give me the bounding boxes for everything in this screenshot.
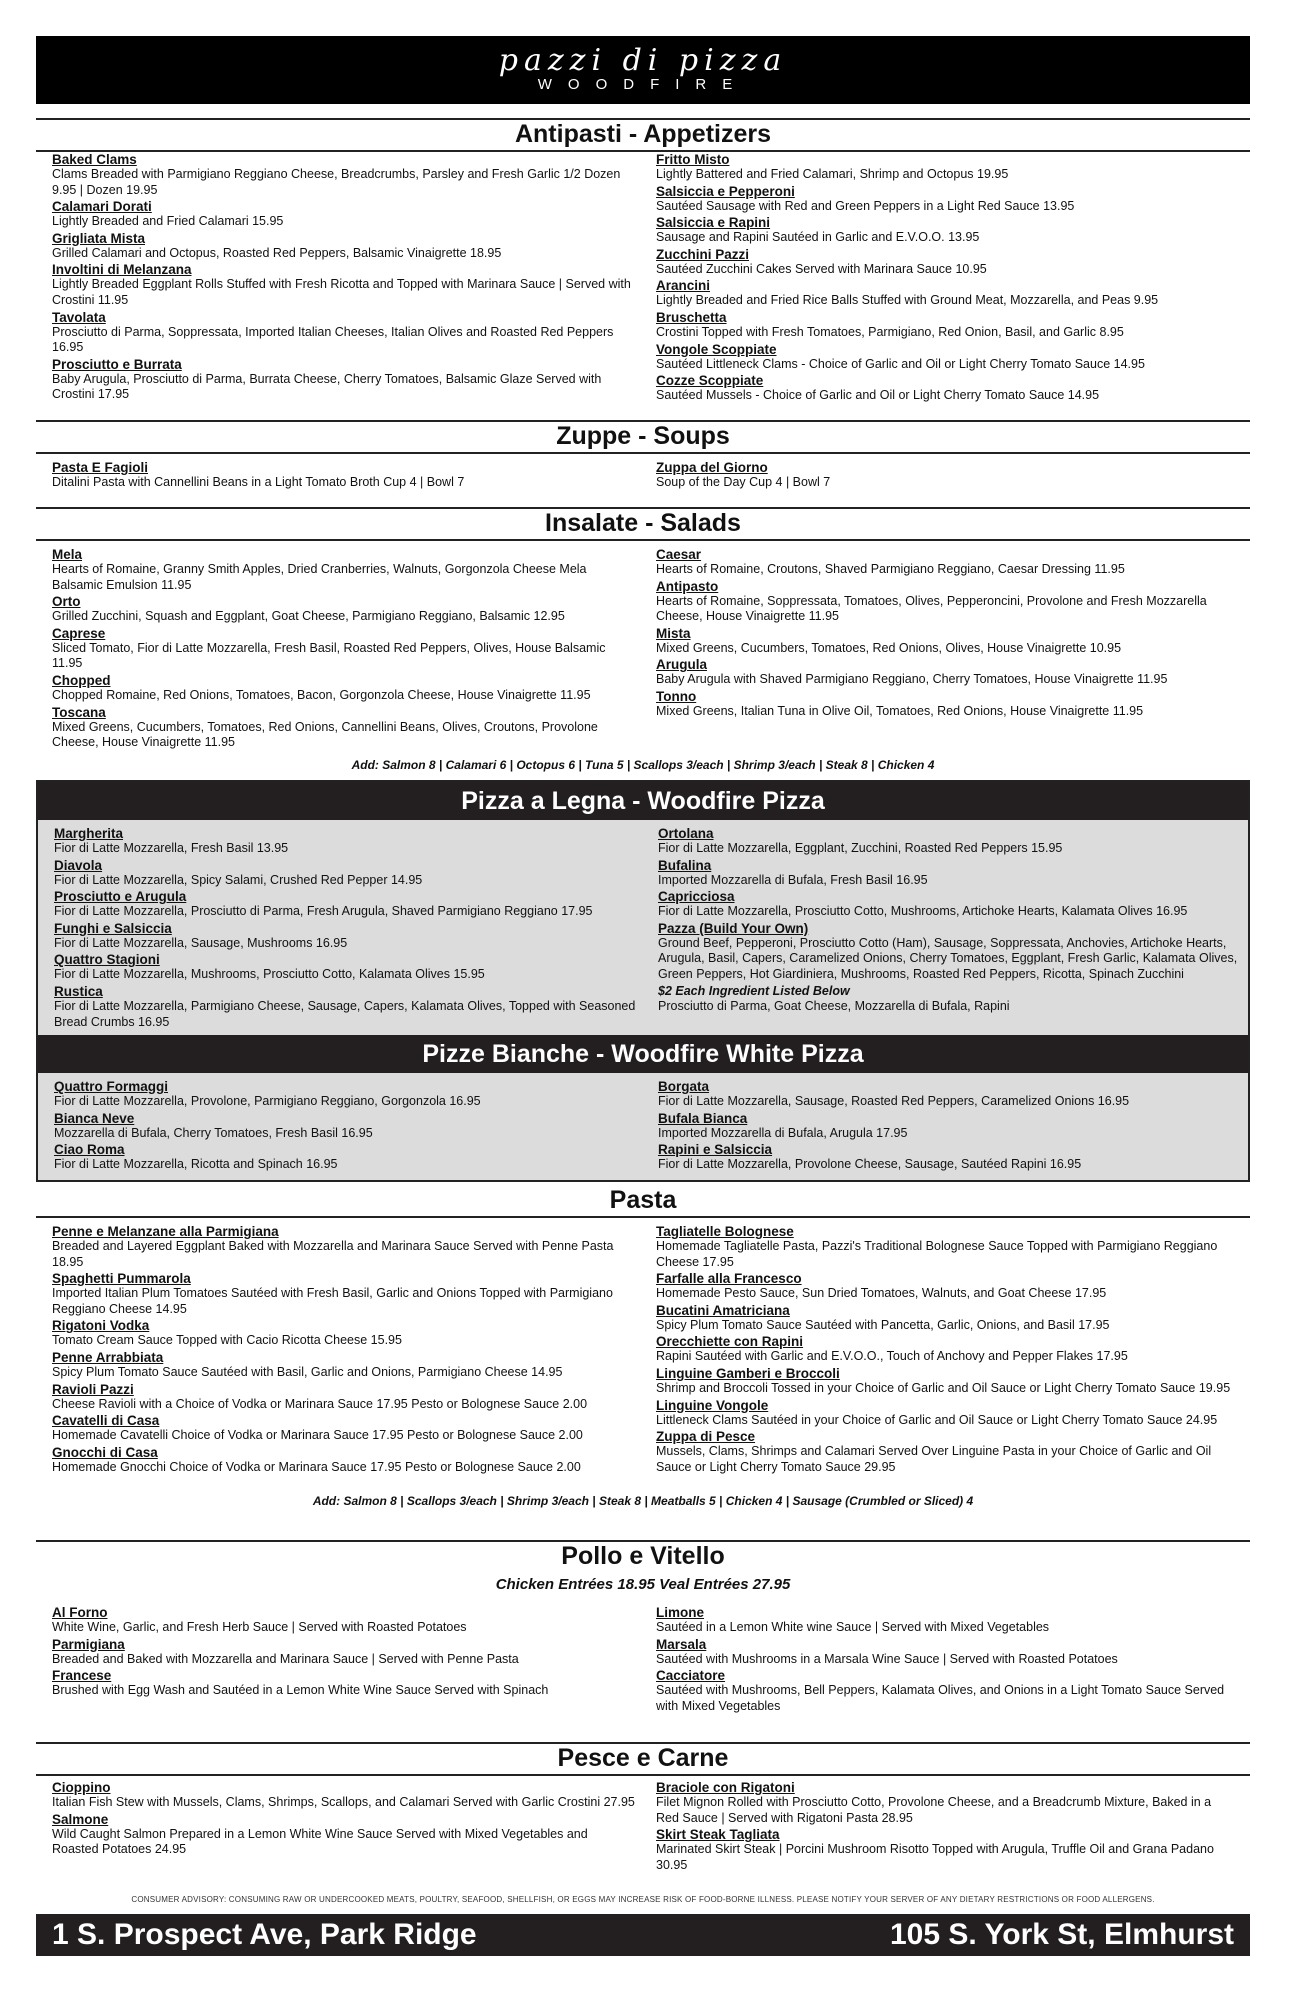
menu-item-name: Ortolana bbox=[658, 826, 714, 841]
menu-item bbox=[656, 310, 1236, 341]
footer-address-elmhurst: 105 S. York St, Elmhurst bbox=[889, 1918, 1234, 1951]
menu-item-description: Cheese Ravioli with a Choice of Vodka or Marinara Sauce 17.95 Pesto or Bolognese Sauce 2.00 bbox=[52, 1396, 588, 1411]
menu-item-description: Homemade Pesto Sauce, Sun Dried Tomatoes, Walnuts, and Goat Cheese 17.95 bbox=[656, 1286, 1107, 1301]
pollo-subhead: Chicken Entrées 18.95 Veal Entrées 27.95 bbox=[495, 1576, 791, 1593]
menu-item bbox=[656, 1366, 1236, 1397]
footer-bar bbox=[36, 1914, 1250, 1956]
menu-item bbox=[658, 826, 1238, 857]
pesce-left-column bbox=[36, 1780, 636, 1874]
menu-item bbox=[658, 889, 1238, 920]
menu-item bbox=[52, 357, 636, 403]
menu-item-description: Tomato Cream Sauce Topped with Cacio Ricotta Cheese 15.95 bbox=[52, 1333, 402, 1348]
menu-item-name: Gnocchi di Casa bbox=[52, 1444, 158, 1460]
pesce-section bbox=[36, 1742, 1250, 1874]
menu-item-description: Mixed Greens, Italian Tuna in Olive Oil, Tomatoes, Red Onions, House Vinaigrette 11.95 bbox=[656, 703, 1144, 718]
menu-item bbox=[656, 1303, 1236, 1334]
menu-item bbox=[656, 1398, 1236, 1429]
menu-item-name: Bianca Neve bbox=[54, 1110, 135, 1126]
bianche-title: Pizze Bianche - Woodfire White Pizza bbox=[38, 1035, 1248, 1073]
menu-item-description: Mussels, Clams, Shrimps and Calamari Served Over Linguine Pasta in your Choice of Garlic and Oil Sauce or Light Cherry Tomato Sauce 29.95 bbox=[656, 1444, 1212, 1474]
menu-item bbox=[52, 705, 636, 751]
menu-item-description: Sautéed Sausage with Red and Green Peppers in a Light Red Sauce 13.95 bbox=[656, 198, 1075, 213]
menu-item-name: Grigliata Mista bbox=[52, 230, 146, 246]
menu-item-name: Bucatini Amatriciana bbox=[656, 1302, 790, 1318]
menu-item-description: Mozzarella di Bufala, Cherry Tomatoes, Fresh Basil 16.95 bbox=[54, 1125, 373, 1140]
menu-item bbox=[656, 184, 1236, 215]
menu-item-name: Orecchiette con Rapini bbox=[656, 1334, 804, 1350]
pizza-extra-note: $2 Each Ingredient Listed Below bbox=[658, 983, 850, 998]
menu-item bbox=[54, 826, 638, 857]
menu-item-description: Fior di Latte Mozzarella, Provolone, Parmigiano Reggiano, Gorgonzola 16.95 bbox=[54, 1094, 481, 1109]
menu-item-name: Cacciatore bbox=[656, 1668, 726, 1684]
insalate-right-column bbox=[636, 547, 1236, 752]
menu-item bbox=[656, 657, 1236, 688]
zuppe-right-column bbox=[636, 460, 1236, 492]
menu-item bbox=[52, 1318, 636, 1349]
menu-item-name: Limone bbox=[656, 1605, 705, 1620]
menu-item bbox=[54, 858, 638, 889]
brand-banner bbox=[36, 36, 1250, 104]
antipasti-section bbox=[36, 118, 1250, 405]
menu-item-description: Chopped Romaine, Red Onions, Tomatoes, Bacon, Gorgonzola Cheese, House Vinaigrette 11.95 bbox=[52, 687, 591, 702]
menu-item-description: Baby Arugula with Shaved Parmigiano Reggiano, Cherry Tomatoes, House Vinaigrette 11.95 bbox=[656, 672, 1168, 687]
menu-item-name: Antipasto bbox=[656, 578, 719, 594]
menu-item-description: Spicy Plum Tomato Sauce Sautéed with Pancetta, Garlic, Onions, and Basil 17.95 bbox=[656, 1317, 1110, 1332]
antipasti-left-column bbox=[36, 152, 636, 405]
menu-item-description: Wild Caught Salmon Prepared in a Lemon White Wine Sauce Served with Mixed Vegetables and Roasted Potatoes 24.95 bbox=[52, 1826, 588, 1857]
menu-item-description: Imported Mozzarella di Bufala, Fresh Basil 16.95 bbox=[658, 872, 928, 887]
menu-item bbox=[656, 547, 1236, 578]
menu-item bbox=[656, 215, 1236, 246]
menu-item-description: Spicy Plum Tomato Sauce Sautéed with Basil, Garlic and Onions, Parmigiano Cheese 14.95 bbox=[52, 1364, 563, 1379]
menu-item-description: Ground Beef, Pepperoni, Prosciutto Cotto (Ham), Sausage, Soppressata, Anchovies, Artichoke Hearts, Arugula, Basil, Capers, Caramelized Onions, Cherry Tomatoes, Eggplant, Fresh Garlic, Kalamata Olives, Green Peppers, Hot Giardiniera, Mushrooms, Roasted Red Peppers, Ricotta, Spinach Zucchini bbox=[658, 935, 1238, 981]
menu-item bbox=[656, 579, 1236, 625]
menu-item bbox=[656, 1780, 1236, 1826]
menu-item bbox=[658, 1142, 1238, 1173]
menu-item bbox=[656, 1334, 1236, 1365]
menu-item-description: Sautéed with Mushrooms, Bell Peppers, Kalamata Olives, and Onions in a Light Tomato Sauce Served with Mixed Vegetables bbox=[656, 1683, 1225, 1713]
menu-item bbox=[52, 547, 636, 593]
menu-item bbox=[658, 1079, 1238, 1110]
pizza-right-column bbox=[638, 826, 1238, 1031]
menu-item-description: Sautéed in a Lemon White wine Sauce | Served with Mixed Vegetables bbox=[656, 1620, 1050, 1634]
menu-item-name: Zucchini Pazzi bbox=[656, 246, 750, 262]
pizza-right-items bbox=[658, 826, 1238, 983]
menu-item-description: Fior di Latte Mozzarella, Eggplant, Zucchini, Roasted Red Peppers 15.95 bbox=[658, 841, 1063, 855]
menu-item bbox=[54, 889, 638, 920]
menu-item bbox=[52, 1224, 636, 1270]
menu-item-description: Fior di Latte Mozzarella, Spicy Salami, Crushed Red Pepper 14.95 bbox=[54, 872, 423, 887]
insalate-title: Insalate - Salads bbox=[36, 507, 1250, 541]
menu-item-description: White Wine, Garlic, and Fresh Herb Sauce | Served with Roasted Potatoes bbox=[52, 1620, 467, 1634]
bianche-left-column bbox=[38, 1079, 638, 1174]
menu-item-name: Cozze Scoppiate bbox=[656, 373, 764, 389]
menu-item bbox=[52, 231, 636, 262]
menu-item-description: Rapini Sautéed with Garlic and E.V.O.O., Touch of Anchovy and Pepper Flakes 17.95 bbox=[656, 1349, 1128, 1364]
menu-item-name: Tagliatelle Bolognese bbox=[656, 1224, 794, 1239]
menu-item bbox=[52, 1637, 636, 1668]
menu-item-name: Bufalina bbox=[658, 857, 712, 873]
zuppe-section bbox=[36, 420, 1250, 492]
menu-item bbox=[54, 1142, 638, 1173]
menu-item-name: Salsiccia e Rapini bbox=[656, 215, 771, 231]
menu-item-name: Quattro Stagioni bbox=[54, 952, 160, 968]
menu-item bbox=[52, 1668, 636, 1699]
menu-item-description: Fior di Latte Mozzarella, Sausage, Roasted Red Peppers, Caramelized Onions 16.95 bbox=[658, 1094, 1130, 1109]
menu-item-name: Pazza (Build Your Own) bbox=[658, 920, 809, 936]
menu-item bbox=[656, 373, 1236, 404]
menu-item-name: Salmone bbox=[52, 1811, 109, 1827]
menu-item-name: Rigatoni Vodka bbox=[52, 1318, 150, 1334]
pasta-right-column bbox=[636, 1224, 1236, 1476]
menu-item bbox=[52, 1382, 636, 1413]
menu-item-description: Mixed Greens, Cucumbers, Tomatoes, Red Onions, Cannellini Beans, Olives, Croutons, Provolone Cheese, House Vinaigrette 11.95 bbox=[52, 719, 598, 750]
menu-item-description: Crostini Topped with Fresh Tomatoes, Parmigiano, Red Onion, Basil, and Garlic 8.95 bbox=[656, 324, 1124, 339]
insalate-left-column bbox=[36, 547, 636, 752]
menu-item bbox=[52, 199, 636, 230]
brand-logo: pazzi di pizza bbox=[498, 43, 788, 78]
menu-item bbox=[656, 152, 1236, 183]
menu-item-description: Mixed Greens, Cucumbers, Tomatoes, Red Onions, Olives, House Vinaigrette 10.95 bbox=[656, 640, 1122, 655]
menu-item-name: Pasta E Fagioli bbox=[52, 460, 149, 475]
menu-item-name: Al Forno bbox=[52, 1605, 108, 1620]
zuppe-title: Zuppe - Soups bbox=[36, 420, 1250, 454]
menu-item bbox=[658, 858, 1238, 889]
menu-item-name: Tavolata bbox=[52, 309, 106, 325]
menu-item-name: Tonno bbox=[656, 688, 697, 704]
menu-item bbox=[656, 626, 1236, 657]
menu-item-name: Orto bbox=[52, 594, 81, 610]
menu-item bbox=[656, 1605, 1236, 1636]
menu-item-description: Breaded and Layered Eggplant Baked with Mozzarella and Marinara Sauce Served with Penne Pasta 18.95 bbox=[52, 1239, 614, 1269]
menu-item-description: Imported Mozzarella di Bufala, Arugula 17.95 bbox=[658, 1125, 908, 1140]
menu-item-name: Arancini bbox=[656, 278, 711, 294]
menu-item bbox=[52, 673, 636, 704]
menu-item-name: Bufala Bianca bbox=[658, 1110, 748, 1126]
menu-item bbox=[52, 1812, 636, 1858]
menu-item-name: Fritto Misto bbox=[656, 152, 730, 167]
pesce-right-column bbox=[636, 1780, 1236, 1874]
pasta-section bbox=[36, 1186, 1250, 1508]
menu-item-name: Diavola bbox=[54, 857, 103, 873]
menu-item bbox=[52, 1413, 636, 1444]
menu-item-name: Funghi e Salsiccia bbox=[54, 920, 172, 936]
antipasti-title: Antipasti - Appetizers bbox=[36, 120, 1250, 152]
menu-item bbox=[52, 460, 636, 491]
menu-item bbox=[656, 1827, 1236, 1873]
pesce-title: Pesce e Carne bbox=[36, 1744, 1250, 1776]
menu-item-name: Linguine Gamberi e Broccoli bbox=[656, 1365, 840, 1381]
menu-item bbox=[54, 1079, 638, 1110]
menu-item bbox=[656, 1271, 1236, 1302]
menu-item-name: Bruschetta bbox=[656, 309, 727, 325]
bianche-right-column bbox=[638, 1079, 1238, 1174]
menu-item-description: Hearts of Romaine, Granny Smith Apples, Dried Cranberries, Walnuts, Gorgonzola Cheese Mela Balsamic Emulsion 11.95 bbox=[52, 562, 587, 592]
menu-item-description: Lightly Battered and Fried Calamari, Shrimp and Octopus 19.95 bbox=[656, 167, 1009, 181]
zuppe-left-column bbox=[36, 460, 636, 492]
menu-item-name: Borgata bbox=[658, 1079, 710, 1095]
menu-item bbox=[656, 342, 1236, 373]
menu-item-description: Filet Mignon Rolled with Prosciutto Cotto, Provolone Cheese, and a Breadcrumb Mixture, Baked in a Red Sauce | Served with Rigatoni Pasta 28.95 bbox=[656, 1795, 1212, 1825]
menu-item-description: Sautéed Zucchini Cakes Served with Marinara Sauce 10.95 bbox=[656, 261, 987, 276]
menu-item-description: Lightly Breaded and Fried Rice Balls Stuffed with Ground Meat, Mozzarella, and Peas 9.95 bbox=[656, 293, 1159, 308]
menu-item-description: Soup of the Day Cup 4 | Bowl 7 bbox=[656, 475, 831, 489]
menu-item-name: Mela bbox=[52, 547, 83, 562]
menu-item-name: Margherita bbox=[54, 826, 124, 841]
pollo-section bbox=[36, 1540, 1250, 1715]
menu-item-name: Spaghetti Pummarola bbox=[52, 1271, 191, 1287]
menu-item-description: Hearts of Romaine, Soppressata, Tomatoes, Olives, Pepperoncini, Provolone and Fresh Mozzarella Cheese, House Vinaigrette 11.95 bbox=[656, 593, 1207, 624]
menu-item-description: Fior di Latte Mozzarella, Fresh Basil 13.95 bbox=[54, 841, 289, 855]
menu-item-name: Marsala bbox=[656, 1636, 707, 1652]
menu-item-name: Baked Clams bbox=[52, 152, 137, 167]
pollo-right-column bbox=[636, 1605, 1236, 1715]
menu-item-description: Fior di Latte Mozzarella, Prosciutto Cotto, Mushrooms, Artichoke Hearts, Kalamata Olives 16.95 bbox=[658, 904, 1188, 919]
menu-item-description: Lightly Breaded and Fried Calamari 15.95 bbox=[52, 214, 284, 229]
menu-item-name: Prosciutto e Arugula bbox=[54, 889, 187, 905]
menu-item-name: Penne e Melanzane alla Parmigiana bbox=[52, 1224, 279, 1239]
menu-item bbox=[52, 310, 636, 356]
menu-item-name: Zuppa di Pesce bbox=[656, 1429, 756, 1445]
salad-add-ons: Add: Salmon 8 | Calamari 6 | Octopus 6 | Tuna 5 | Scallops 3/each | Shrimp 3/each | Steak 8 | Chicken 4 bbox=[351, 757, 935, 772]
menu-item-description: Italian Fish Stew with Mussels, Clams, Shrimps, Scallops, and Calamari Served with Garlic Crostini 27.95 bbox=[52, 1795, 635, 1809]
menu-item-description: Fior di Latte Mozzarella, Sausage, Mushrooms 16.95 bbox=[54, 935, 348, 950]
menu-item-name: Quattro Formaggi bbox=[54, 1079, 168, 1095]
pasta-add-ons: Add: Salmon 8 | Scallops 3/each | Shrimp 3/each | Steak 8 | Meatballs 5 | Chicken 4 | Sausage (Crumbled or Sliced) 4 bbox=[312, 1494, 974, 1509]
menu-item-description: Fior di Latte Mozzarella, Parmigiano Cheese, Sausage, Capers, Kalamata Olives, Topped with Seasoned Bread Crumbs 16.95 bbox=[54, 998, 636, 1029]
pizza-extra-list: Prosciutto di Parma, Goat Cheese, Mozzarella di Bufala, Rapini bbox=[658, 999, 1010, 1014]
menu-item bbox=[656, 1637, 1236, 1668]
menu-item-name: Caprese bbox=[52, 625, 106, 641]
menu-item-description: Imported Italian Plum Tomatoes Sautéed with Fresh Basil, Garlic and Onions Topped with Parmigiano Reggiano Cheese 14.95 bbox=[52, 1286, 613, 1316]
menu-item-description: Grilled Calamari and Octopus, Roasted Red Peppers, Balsamic Vinaigrette 18.95 bbox=[52, 245, 502, 260]
footer-address-park-ridge: 1 S. Prospect Ave, Park Ridge bbox=[52, 1918, 477, 1951]
menu-item bbox=[656, 1668, 1236, 1714]
menu-item-name: Francese bbox=[52, 1668, 112, 1684]
menu-item-description: Sliced Tomato, Fior di Latte Mozzarella, Fresh Basil, Roasted Red Peppers, Olives, House Balsamic 11.95 bbox=[52, 640, 606, 671]
menu-item-name: Braciole con Rigatoni bbox=[656, 1780, 795, 1795]
menu-item-name: Farfalle alla Francesco bbox=[656, 1271, 802, 1287]
menu-item-name: Vongole Scoppiate bbox=[656, 341, 777, 357]
menu-item-name: Capricciosa bbox=[658, 889, 735, 905]
menu-item-description: Sautéed with Mushrooms in a Marsala Wine Sauce | Served with Roasted Potatoes bbox=[656, 1651, 1118, 1666]
menu-item-description: Littleneck Clams Sautéed in your Choice of Garlic and Oil Sauce or Light Cherry Tomato Sauce 24.95 bbox=[656, 1412, 1218, 1427]
menu-item-description: Homemade Gnocchi Choice of Vodka or Marinara Sauce 17.95 Pesto or Bolognese Sauce 2.00 bbox=[52, 1459, 581, 1474]
menu-item-name: Prosciutto e Burrata bbox=[52, 356, 182, 372]
menu-item-name: Ciao Roma bbox=[54, 1142, 125, 1158]
menu-item-description: Fior di Latte Mozzarella, Prosciutto di Parma, Fresh Arugula, Shaved Parmigiano Reggiano 17.95 bbox=[54, 904, 593, 919]
menu-item-name: Chopped bbox=[52, 672, 111, 688]
menu-item-description: Sautéed Mussels - Choice of Garlic and Oil or Light Cherry Tomato Sauce 14.95 bbox=[656, 388, 1100, 403]
menu-item-description: Shrimp and Broccoli Tossed in your Choice of Garlic and Oil Sauce or Light Cherry Tomato Sauce 19.95 bbox=[656, 1380, 1231, 1395]
menu-item-name: Cavatelli di Casa bbox=[52, 1413, 160, 1429]
menu-item-description: Sausage and Rapini Sautéed in Garlic and E.V.O.O. 13.95 bbox=[656, 230, 980, 245]
menu-item-description: Ditalini Pasta with Cannellini Beans in a Light Tomato Broth Cup 4 | Bowl 7 bbox=[52, 475, 465, 489]
menu-item-name: Skirt Steak Tagliata bbox=[656, 1827, 780, 1843]
antipasti-right-column bbox=[636, 152, 1236, 405]
menu-item bbox=[54, 984, 638, 1030]
menu-item-name: Calamari Dorati bbox=[52, 199, 152, 215]
menu-item-description: Fior di Latte Mozzarella, Ricotta and Spinach 16.95 bbox=[54, 1157, 338, 1172]
menu-item-name: Toscana bbox=[52, 704, 106, 720]
consumer-advisory: CONSUMER ADVISORY: CONSUMING RAW OR UNDERCOOKED MEATS, POULTRY, SEAFOOD, SHELLFISH, OR EGGS MAY INCREASE RISK OF FOOD-BORNE ILLNESS. PLEASE NOTIFY YOUR SERVER OF ANY DIETARY RESTRICTIONS OR FOOD ALLERGENS. bbox=[131, 1895, 1155, 1904]
menu-item-name: Ravioli Pazzi bbox=[52, 1381, 134, 1397]
menu-item-name: Parmigiana bbox=[52, 1636, 125, 1652]
menu-item-name: Zuppa del Giorno bbox=[656, 460, 768, 475]
menu-item-name: Mista bbox=[656, 625, 691, 641]
menu-item-description: Marinated Skirt Steak | Porcini Mushroom Risotto Topped with Arugula, Truffle Oil and Grana Padano 30.95 bbox=[656, 1842, 1214, 1872]
menu-item-name: Involtini di Melanzana bbox=[52, 262, 192, 278]
menu-item bbox=[52, 152, 636, 198]
menu-item-description: Fior di Latte Mozzarella, Mushrooms, Prosciutto Cotto, Kalamata Olives 15.95 bbox=[54, 967, 485, 982]
pizza-section bbox=[36, 780, 1250, 1182]
insalate-section bbox=[36, 507, 1250, 772]
menu-item-name: Rapini e Salsiccia bbox=[658, 1142, 773, 1158]
pollo-title: Pollo e Vitello bbox=[561, 1542, 725, 1570]
menu-item bbox=[52, 1605, 636, 1636]
menu-item bbox=[656, 278, 1236, 309]
menu-item bbox=[54, 952, 638, 983]
menu-item-name: Salsiccia e Pepperoni bbox=[656, 183, 795, 199]
menu-item-name: Cioppino bbox=[52, 1780, 111, 1795]
menu-item bbox=[656, 460, 1236, 491]
menu-item bbox=[658, 1111, 1238, 1142]
menu-item-description: Hearts of Romaine, Croutons, Shaved Parmigiano Reggiano, Caesar Dressing 11.95 bbox=[656, 562, 1125, 576]
menu-item-description: Fior di Latte Mozzarella, Provolone Cheese, Sausage, Sautéed Rapini 16.95 bbox=[658, 1157, 1082, 1172]
menu-item-name: Caesar bbox=[656, 547, 702, 562]
menu-item bbox=[658, 921, 1238, 983]
menu-item bbox=[52, 1271, 636, 1317]
menu-item-description: Baby Arugula, Prosciutto di Parma, Burrata Cheese, Cherry Tomatoes, Balsamic Glaze Served with Crostini 17.95 bbox=[52, 371, 602, 402]
menu-item bbox=[52, 594, 636, 625]
menu-item-description: Homemade Cavatelli Choice of Vodka or Marinara Sauce 17.95 Pesto or Bolognese Sauce 2.00 bbox=[52, 1428, 583, 1443]
pasta-title: Pasta bbox=[36, 1186, 1250, 1218]
menu-item-description: Lightly Breaded Eggplant Rolls Stuffed with Fresh Ricotta and Topped with Marinara Sauce | Served with Crostini 11.95 bbox=[52, 277, 631, 307]
brand-subtitle: WOODFIRE bbox=[537, 76, 749, 93]
menu-item bbox=[52, 1350, 636, 1381]
menu-item-name: Penne Arrabbiata bbox=[52, 1349, 164, 1365]
menu-item-name: Linguine Vongole bbox=[656, 1397, 769, 1413]
menu-item-description: Prosciutto di Parma, Soppressata, Imported Italian Cheeses, Italian Olives and Roasted Red Peppers 16.95 bbox=[52, 324, 614, 355]
menu-item-description: Sautéed Littleneck Clams - Choice of Garlic and Oil or Light Cherry Tomato Sauce 14.95 bbox=[656, 356, 1145, 371]
menu-item-description: Homemade Tagliatelle Pasta, Pazzi's Traditional Bolognese Sauce Topped with Parmigiano Reggiano Cheese 17.95 bbox=[656, 1239, 1218, 1269]
menu-item bbox=[52, 626, 636, 672]
menu-item-name: Arugula bbox=[656, 657, 708, 673]
pizza-left-column bbox=[38, 826, 638, 1031]
pasta-left-column bbox=[36, 1224, 636, 1476]
menu-item bbox=[52, 1780, 636, 1811]
menu-item bbox=[656, 1429, 1236, 1475]
pollo-left-column bbox=[36, 1605, 636, 1715]
pizza-title: Pizza a Legna - Woodfire Pizza bbox=[38, 782, 1248, 820]
menu-item bbox=[52, 1445, 636, 1476]
menu-item bbox=[54, 1111, 638, 1142]
menu-item bbox=[52, 262, 636, 308]
menu-item-description: Brushed with Egg Wash and Sautéed in a Lemon White Wine Sauce Served with Spinach bbox=[52, 1683, 549, 1698]
menu-item-description: Grilled Zucchini, Squash and Eggplant, Goat Cheese, Parmigiano Reggiano, Balsamic 12.95 bbox=[52, 609, 565, 624]
menu-item bbox=[656, 247, 1236, 278]
menu-item bbox=[54, 921, 638, 952]
menu-item-description: Breaded and Baked with Mozzarella and Marinara Sauce | Served with Penne Pasta bbox=[52, 1651, 519, 1666]
menu-item-description: Clams Breaded with Parmigiano Reggiano Cheese, Breadcrumbs, Parsley and Fresh Garlic 1/2 Dozen 9.95 | Dozen 19.95 bbox=[52, 167, 621, 197]
menu-item bbox=[656, 1224, 1236, 1270]
menu-item-name: Rustica bbox=[54, 983, 103, 999]
menu-item bbox=[656, 689, 1236, 720]
